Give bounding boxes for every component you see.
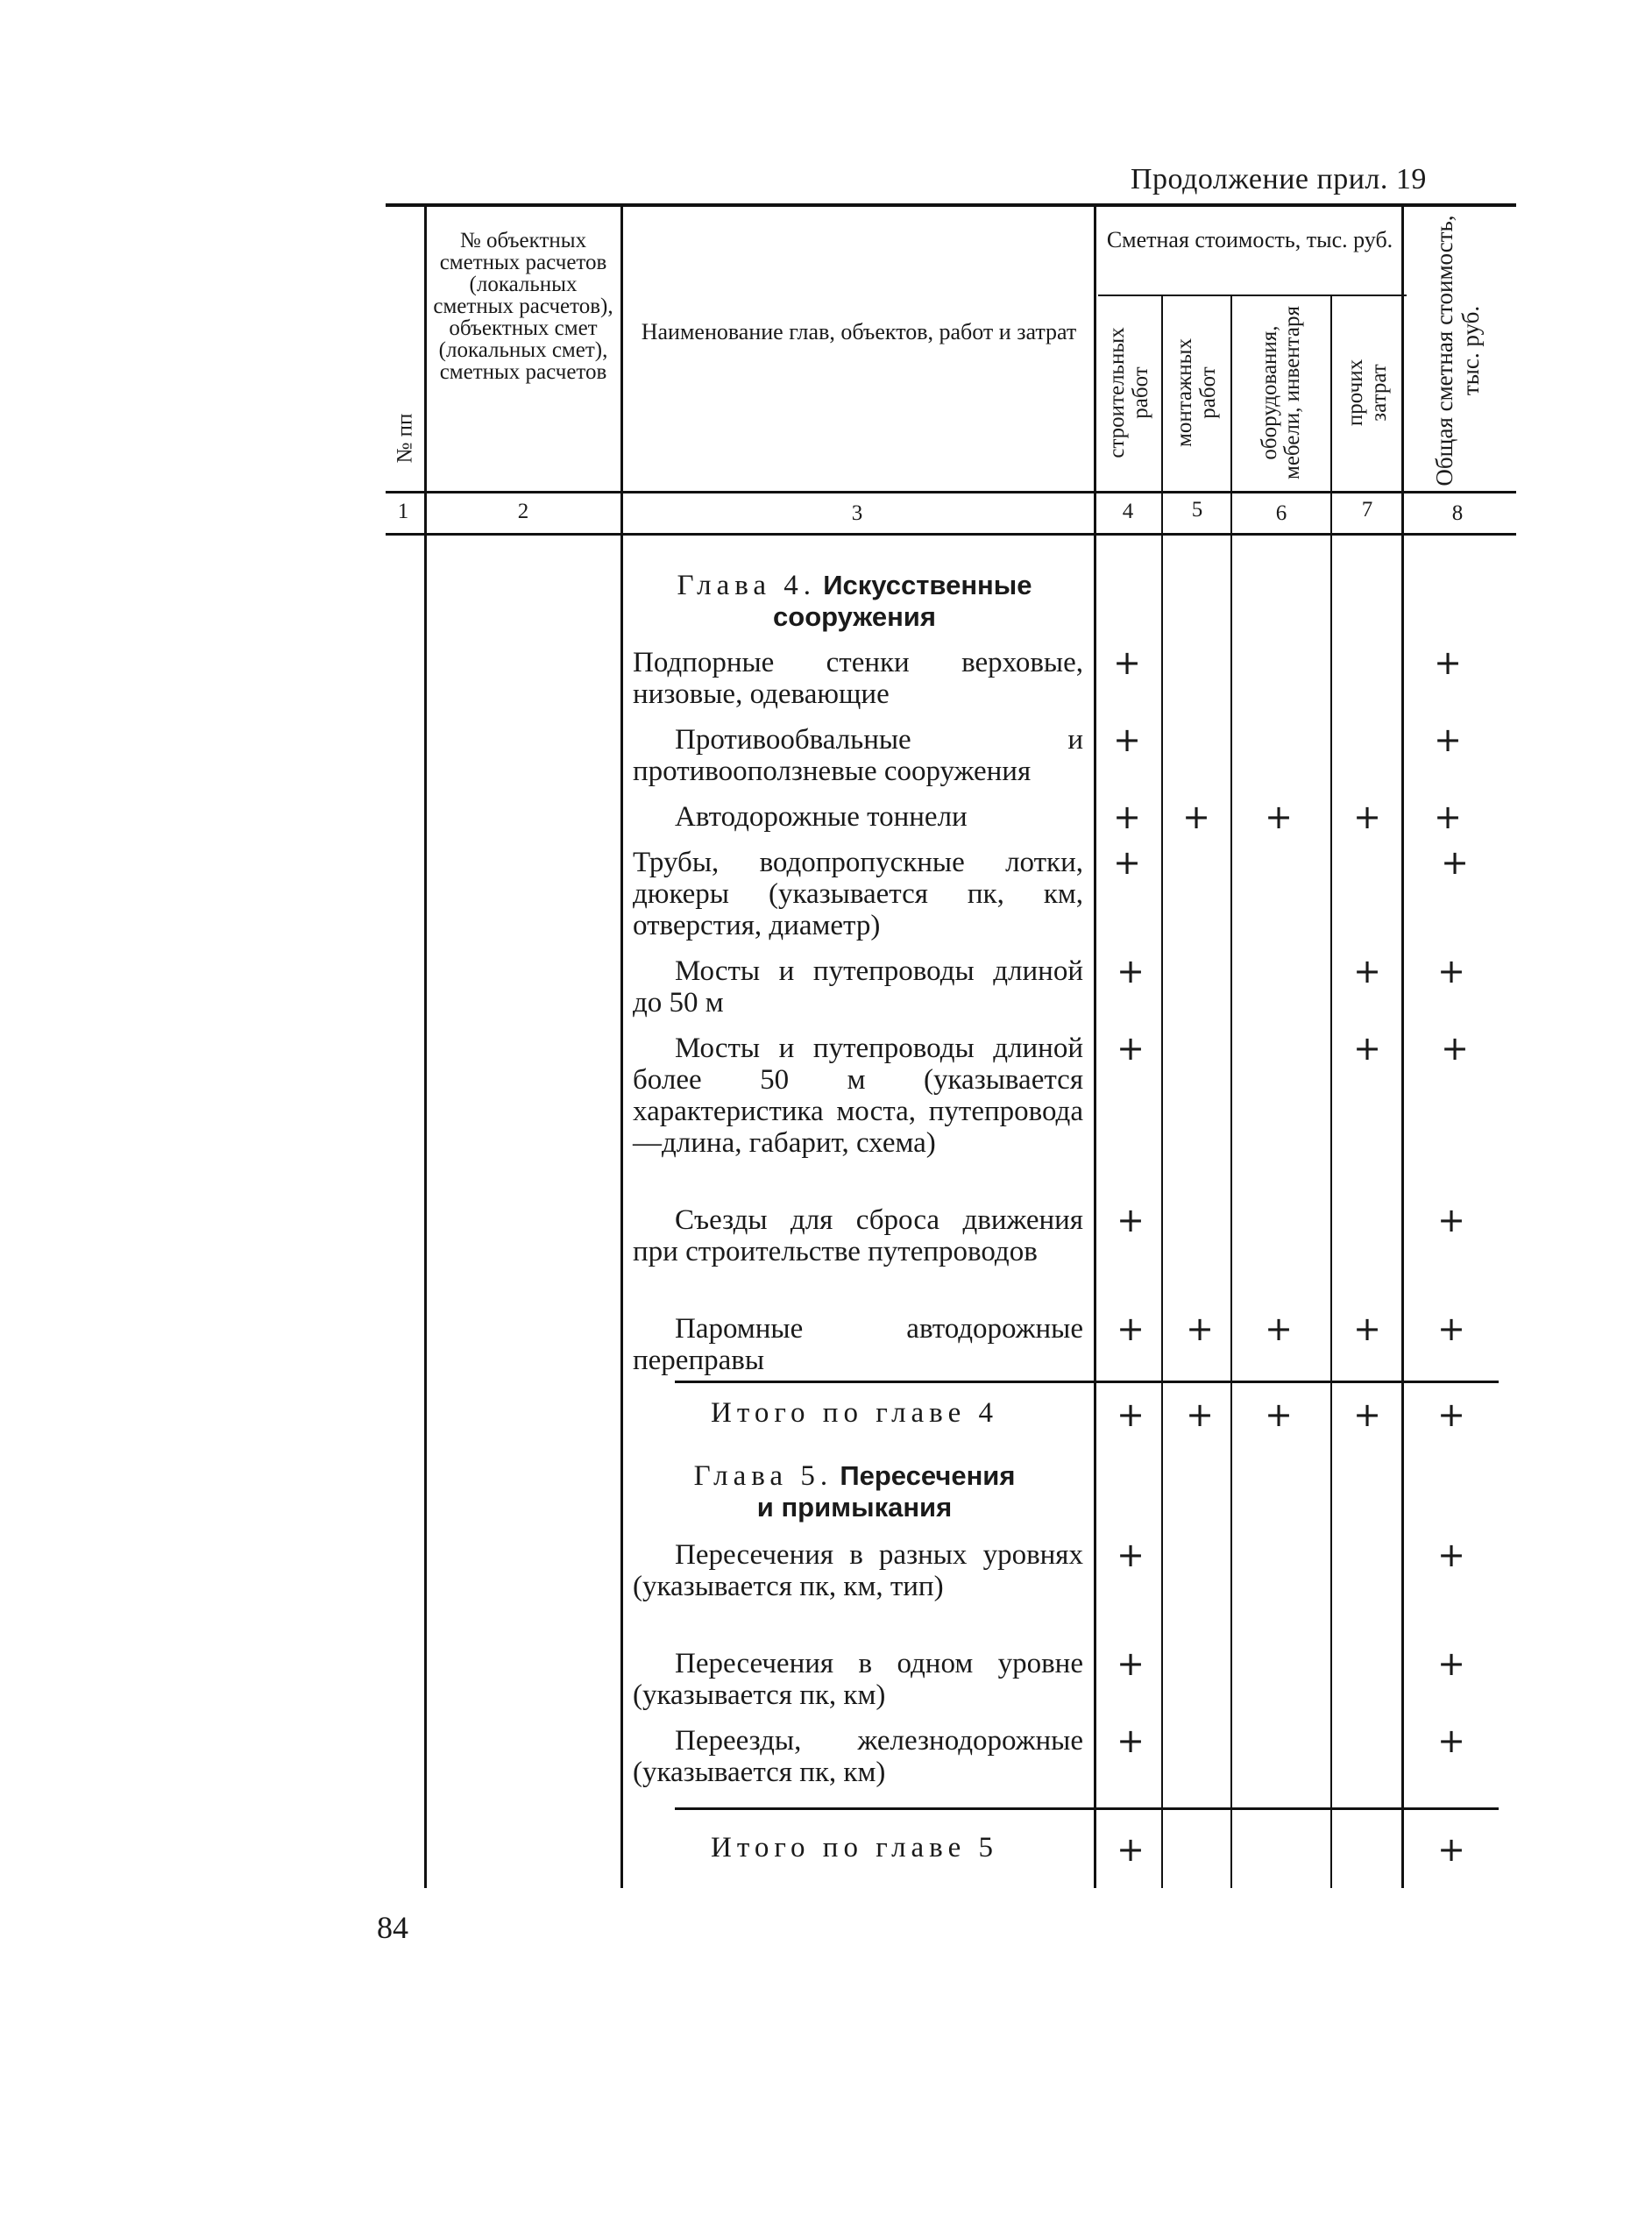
header-cost-group: Сметная стоимость, тыс. руб. (1106, 227, 1393, 252)
colnum-7: 7 (1361, 498, 1373, 522)
row-name: Мосты и путепроводы длиной до 50 м (633, 955, 1083, 1019)
cell-construction: + (1117, 1830, 1145, 1869)
col-border-6-7 (1330, 295, 1332, 1888)
header-construction: строительных работ (1105, 327, 1152, 458)
cell-total: + (1434, 721, 1462, 759)
cell-other: + (1353, 952, 1381, 990)
row-name: Пересечения в разных уровнях (указывается пк, км, тип) (633, 1539, 1083, 1602)
row-name: Противообвальные и противооползневые сооружения (633, 724, 1083, 787)
table-top-rule (386, 203, 1516, 207)
colnum-8: 8 (1451, 501, 1464, 525)
total-label-text: Итого по главе 5 (711, 1832, 998, 1863)
header-other: прочих затрат (1344, 359, 1391, 427)
chapter4-total-label (627, 1397, 1082, 1430)
header-installation: монтажных работ (1173, 338, 1220, 447)
cell-construction: + (1113, 721, 1141, 759)
header-bottom-rule (386, 491, 1516, 493)
row-name: Пересечения в одном уровне (указывается пк, км) (633, 1648, 1083, 1711)
cell-construction: + (1113, 843, 1141, 882)
cell-construction: + (1117, 1395, 1145, 1434)
col-border-3-4 (1094, 205, 1096, 1888)
cell-total: + (1434, 643, 1462, 682)
colnum-1: 1 (397, 500, 409, 523)
header-npp: № пп (393, 413, 417, 464)
page-number: 84 (377, 1910, 408, 1945)
cost-group-rule (1098, 295, 1407, 296)
colnum-2: 2 (517, 500, 529, 523)
colnum-4: 4 (1122, 500, 1134, 523)
header-equipment: оборудования, мебели, инвентаря (1258, 306, 1304, 479)
col-border-7-8 (1401, 205, 1404, 1888)
cell-total: + (1441, 1029, 1469, 1068)
col-border-4-5 (1161, 295, 1163, 1888)
row-name: Мосты и путепроводы длиной более 50 м (указывается характеристика моста, путепровода—длина, габарит, схема) (633, 1033, 1083, 1159)
cell-installation: + (1182, 798, 1210, 836)
chapter5-total-label (627, 1832, 1082, 1864)
cell-other: + (1353, 1029, 1381, 1068)
cell-total: + (1437, 1722, 1465, 1760)
cell-installation: + (1186, 1395, 1214, 1434)
chapter5-total-rule (675, 1807, 1499, 1810)
colnum-3: 3 (851, 501, 863, 525)
header-name: Наименование глав, объектов, работ и затрат (641, 319, 1077, 344)
cell-total: + (1437, 1201, 1465, 1239)
cell-construction: + (1117, 1201, 1145, 1239)
cell-construction: + (1117, 1644, 1145, 1683)
cell-construction: + (1117, 1722, 1145, 1760)
cell-equipment: + (1265, 1395, 1293, 1434)
cell-construction: + (1117, 952, 1145, 990)
row-name: Трубы, водопропускные лотки, дюкеры (указывается пк, км, отверстия, диаметр) (633, 847, 1083, 941)
cell-total: + (1434, 798, 1462, 836)
chapter5-title (627, 1460, 1082, 1523)
chapter4-label: Глава 4. (677, 570, 817, 601)
row-name: Подпорные стенки верховые, низовые, одевающие (633, 647, 1083, 710)
cell-total: + (1437, 1395, 1465, 1434)
row-name: Автодорожные тоннели (675, 801, 968, 833)
cell-other: + (1353, 798, 1381, 836)
header-total: Общая сметная стоимость, тыс. руб. (1431, 215, 1484, 486)
chapter4-name: Искусственные сооружения (773, 570, 1032, 632)
cell-construction: + (1113, 798, 1141, 836)
cell-other: + (1353, 1310, 1381, 1348)
continuation-caption: Продолжение прил. 19 (1131, 163, 1427, 195)
row-name: Паромные автодорожные переправы (633, 1313, 1083, 1376)
total-label-text: Итого по главе 4 (711, 1397, 998, 1429)
cell-construction: + (1117, 1310, 1145, 1348)
cell-equipment: + (1265, 1310, 1293, 1348)
col-border-2-3 (620, 205, 623, 1888)
cell-equipment: + (1265, 798, 1293, 836)
cell-total: + (1437, 1310, 1465, 1348)
cell-construction: + (1113, 643, 1141, 682)
chapter4-title (627, 570, 1082, 633)
cell-other: + (1353, 1395, 1381, 1434)
cell-total: + (1437, 1644, 1465, 1683)
colnum-6: 6 (1275, 501, 1287, 525)
chapter5-name-line1: Пересечения (840, 1460, 1016, 1491)
row-name: Переезды, железнодорожные (указывается пк, км) (633, 1725, 1083, 1788)
chapter4-total-rule (675, 1381, 1499, 1383)
cell-construction: + (1117, 1536, 1145, 1574)
cell-total: + (1437, 1536, 1465, 1574)
col-border-1-2 (424, 205, 427, 1888)
cell-construction: + (1117, 1029, 1145, 1068)
colnum-bottom-rule (386, 533, 1516, 536)
colnum-5: 5 (1191, 498, 1203, 522)
cell-total: + (1437, 1830, 1465, 1869)
chapter5-label: Глава 5. (693, 1460, 833, 1492)
cell-installation: + (1186, 1310, 1214, 1348)
chapter5-name-line2: и примыкания (756, 1492, 953, 1523)
col-border-5-6 (1230, 295, 1232, 1888)
cell-total: + (1441, 843, 1469, 882)
header-smeta-number: № объектных сметных расчетов (локальных сметных расчетов), объектных смет (локальных смет), сметных расчетов (433, 229, 613, 384)
cell-total: + (1437, 952, 1465, 990)
row-name: Съезды для сброса движения при строительстве путепроводов (633, 1204, 1083, 1267)
